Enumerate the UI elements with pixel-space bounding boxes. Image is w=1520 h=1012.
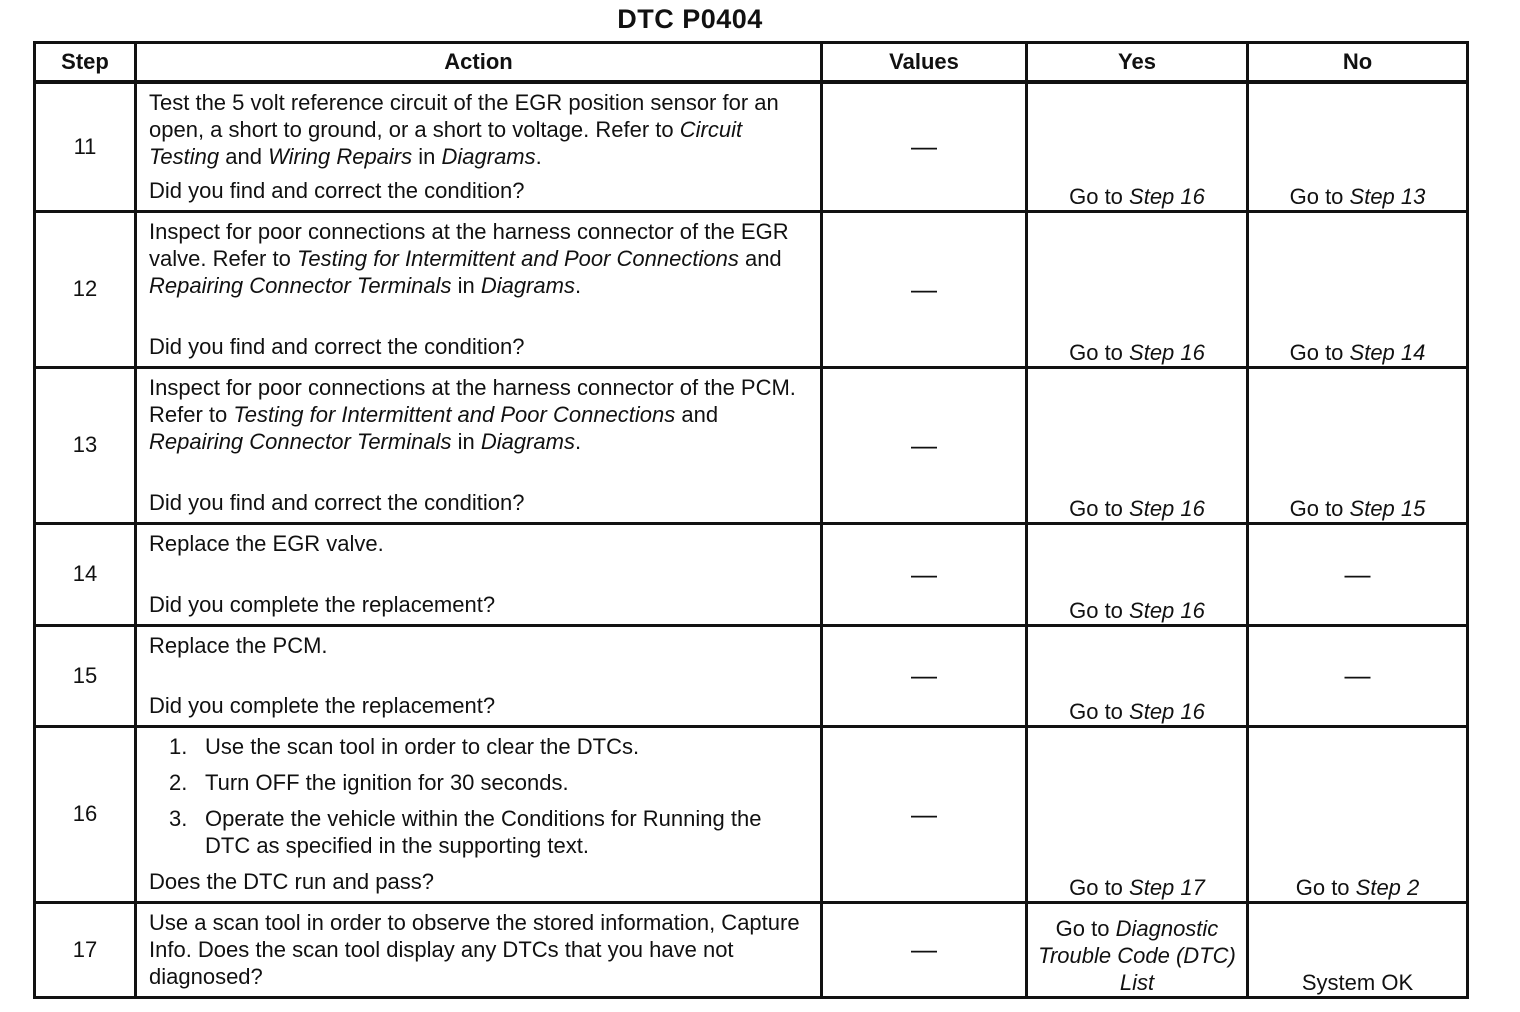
values-cell: — — [822, 367, 1027, 523]
values-cell: — — [822, 82, 1027, 211]
question-text: Did you complete the replacement? — [149, 692, 496, 718]
no-cell: Go to Step 15 — [1248, 367, 1468, 523]
step-number: 15 — [35, 625, 136, 726]
no-cell: — — [1248, 523, 1468, 625]
table-row — [35, 82, 1468, 211]
action-text: Test the 5 volt reference circuit of the EGR position sensor for an open, a short to ground, or a short to voltage. Refer to Circuit Testing and Wiring Repairs in Diagrams. — [149, 90, 779, 169]
action-text: Use a scan tool in order to observe the stored information, Capture Info. Does the scan tool display any DTCs that you have not diagnosed? — [149, 909, 800, 989]
action-text: Inspect for poor connections at the harness connector of the EGR valve. Refer to Testing for Intermittent and Poor Connections and Repairing Connector Terminals in Diagrams. — [149, 218, 789, 298]
table-row — [35, 523, 1468, 625]
action-text: Replace the PCM. — [149, 632, 328, 658]
header-yes: Yes — [1027, 43, 1248, 83]
no-cell: Go to Step 13 — [1248, 82, 1468, 211]
action-cell — [136, 367, 822, 523]
header-step: Step — [35, 43, 136, 83]
yes-cell: Go to Step 16 — [1027, 82, 1248, 211]
step-number: 17 — [35, 902, 136, 997]
table-row — [35, 211, 1468, 367]
action-text: Inspect for poor connections at the harness connector of the PCM. Refer to Testing for Intermittent and Poor Connections and Repairing Connector Terminals in Diagrams. — [149, 374, 796, 454]
yes-cell: Go to Step 16 — [1027, 211, 1248, 367]
table-row — [35, 726, 1468, 902]
page-title: DTC P0404 — [617, 4, 763, 34]
table-row — [35, 367, 1468, 523]
action-cell — [136, 211, 822, 367]
values-cell: — — [822, 726, 1027, 902]
yes-cell: Go to Step 16 — [1027, 523, 1248, 625]
step-number: 14 — [35, 523, 136, 625]
yes-cell: Go to Diagnostic Trouble Code (DTC) List — [1027, 902, 1248, 997]
step-number: 11 — [35, 82, 136, 211]
header-no: No — [1248, 43, 1468, 83]
action-text: Replace the EGR valve. — [149, 530, 384, 556]
values-cell: — — [822, 523, 1027, 625]
action-cell — [136, 625, 822, 726]
header-row — [35, 43, 1468, 83]
action-cell — [136, 902, 822, 997]
action-cell — [136, 726, 822, 902]
header-values: Values — [822, 43, 1027, 83]
numbered-list — [149, 733, 808, 868]
header-action: Action — [136, 43, 822, 83]
yes-cell: Go to Step 17 — [1027, 726, 1248, 902]
values-cell: — — [822, 211, 1027, 367]
diagnostic-table — [33, 41, 1469, 999]
step-number: 12 — [35, 211, 136, 367]
no-cell: Go to Step 2 — [1248, 726, 1468, 902]
no-cell: Go to Step 14 — [1248, 211, 1468, 367]
table-row — [35, 902, 1468, 997]
step-number: 13 — [35, 367, 136, 523]
values-cell: — — [822, 902, 1027, 997]
no-cell: — — [1248, 625, 1468, 726]
list-item: 2. Turn OFF the ignition for 30 seconds. — [169, 769, 569, 795]
no-cell: System OK — [1248, 902, 1468, 997]
action-cell — [136, 82, 822, 211]
list-item: 3. Operate the vehicle within the Conditions for Running the DTC as specified in the supporting text. — [169, 805, 762, 858]
question-text: Does the DTC run and pass? — [149, 868, 434, 894]
step-number: 16 — [35, 726, 136, 902]
question-text: Did you complete the replacement? — [149, 591, 496, 617]
action-cell — [136, 523, 822, 625]
yes-cell: Go to Step 16 — [1027, 625, 1248, 726]
question-text: Did you find and correct the condition? — [149, 489, 525, 515]
table-row — [35, 625, 1468, 726]
question-text: Did you find and correct the condition? — [149, 177, 525, 203]
list-item: 1. Use the scan tool in order to clear the DTCs. — [169, 733, 640, 759]
values-cell: — — [822, 625, 1027, 726]
yes-cell: Go to Step 16 — [1027, 367, 1248, 523]
question-text: Did you find and correct the condition? — [149, 333, 525, 359]
